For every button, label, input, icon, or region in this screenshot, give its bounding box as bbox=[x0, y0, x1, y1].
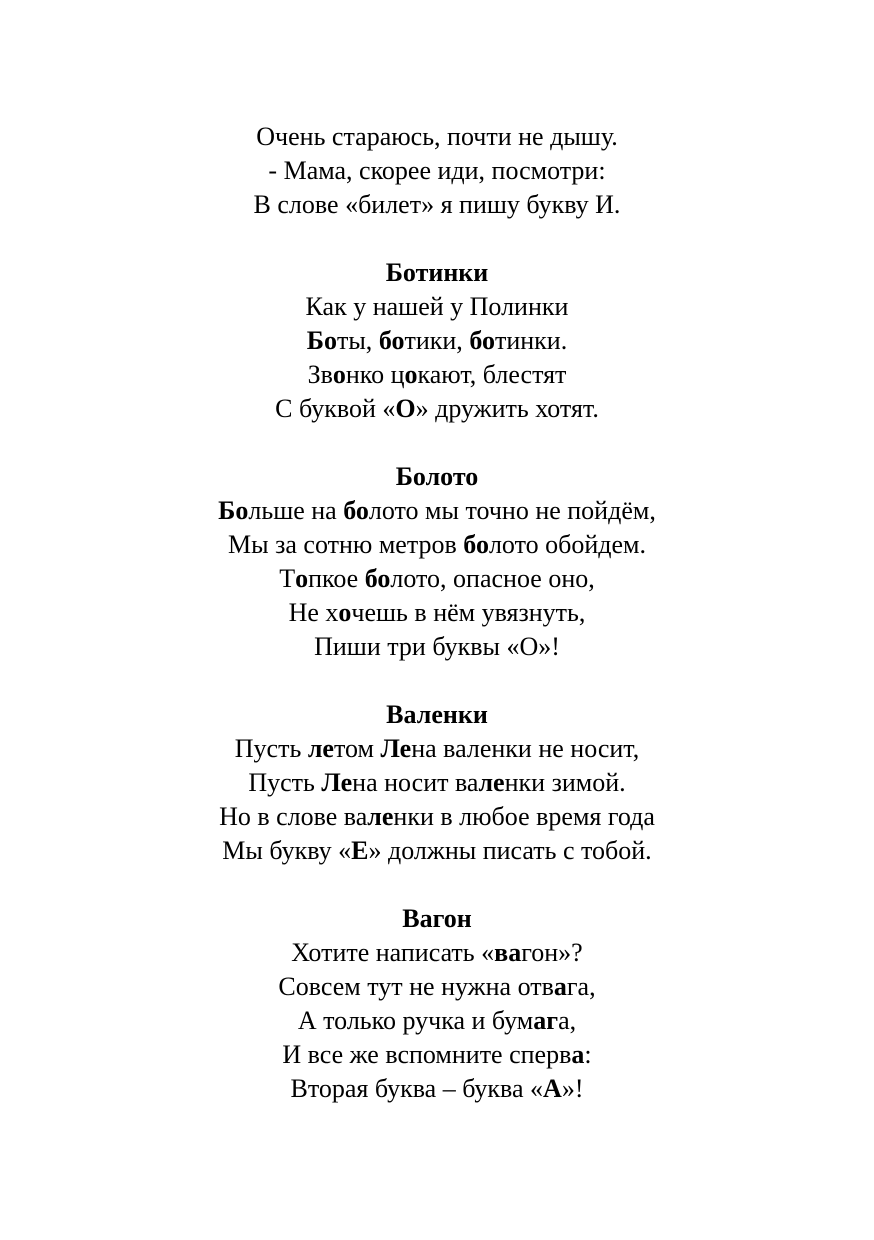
poem-line bbox=[0, 936, 874, 970]
line-text: С буквой « bbox=[275, 394, 396, 423]
stanza-title: Болото bbox=[395, 462, 479, 491]
highlighted-letters: о bbox=[295, 564, 309, 593]
line-text: »! bbox=[561, 1074, 584, 1103]
stanza-botinki bbox=[0, 256, 874, 426]
line-text: на валенки не носит, bbox=[411, 734, 640, 763]
line-text: Т bbox=[279, 564, 296, 593]
highlighted-letters: О bbox=[395, 394, 416, 423]
highlighted-letters: ва bbox=[494, 938, 522, 967]
poem-line bbox=[0, 766, 874, 800]
highlighted-letters: аг bbox=[533, 1006, 559, 1035]
highlighted-letters: бо bbox=[378, 326, 405, 355]
line-text: И все же вспомните сперв bbox=[282, 1040, 572, 1069]
line-text: нки зимой. bbox=[504, 768, 626, 797]
poem-line bbox=[0, 970, 874, 1004]
highlighted-letters: Бо bbox=[306, 326, 337, 355]
stanza-title: Ботинки bbox=[385, 258, 489, 287]
line-text: ты, bbox=[336, 326, 379, 355]
line-text: лото обойдем. bbox=[488, 530, 646, 559]
line-text: а, bbox=[558, 1006, 577, 1035]
poem-line bbox=[0, 562, 874, 596]
highlighted-letters: ле bbox=[367, 802, 394, 831]
stanza-boloto bbox=[0, 460, 874, 664]
line-text: Пусть bbox=[248, 768, 322, 797]
line-text: тики, bbox=[404, 326, 470, 355]
line-text: лото, опасное оно, bbox=[390, 564, 595, 593]
poem-line bbox=[0, 732, 874, 766]
document-page bbox=[0, 120, 874, 1140]
highlighted-letters: о bbox=[332, 360, 346, 389]
line-text: А только ручка и бум bbox=[297, 1006, 534, 1035]
poem-line bbox=[0, 528, 874, 562]
line-text: нко ц bbox=[345, 360, 405, 389]
stanza-valenki bbox=[0, 698, 874, 868]
poem-line bbox=[0, 188, 874, 222]
poem-line bbox=[0, 1072, 874, 1106]
line-text: на носит ва bbox=[352, 768, 479, 797]
highlighted-letters: бо bbox=[463, 530, 489, 559]
line-text: нки в любое время года bbox=[393, 802, 655, 831]
highlighted-letters: Ле bbox=[380, 734, 412, 763]
highlighted-letters: бо bbox=[343, 496, 369, 525]
line-text: » должны писать с тобой. bbox=[368, 836, 652, 865]
line-text: Пусть bbox=[234, 734, 308, 763]
poem-line bbox=[0, 154, 874, 188]
highlighted-letters: бо bbox=[364, 564, 391, 593]
line-text: В слове «билет» я пишу букву И. bbox=[253, 190, 621, 219]
poem-line bbox=[0, 630, 874, 664]
line-text: чешь в нём увязнуть, bbox=[351, 598, 586, 627]
highlighted-letters: Ле bbox=[321, 768, 353, 797]
line-text: - Мама, скорее иди, посмотри: bbox=[268, 156, 606, 185]
stanza-intro bbox=[0, 120, 874, 222]
poem-line bbox=[0, 1004, 874, 1038]
line-text: льше на bbox=[248, 496, 344, 525]
line-text: Хотите написать « bbox=[291, 938, 495, 967]
line-text: лото мы точно не пойдём, bbox=[368, 496, 656, 525]
poem-line bbox=[0, 800, 874, 834]
line-text: кают, блестят bbox=[417, 360, 567, 389]
stanza-title: Валенки bbox=[386, 700, 488, 729]
highlighted-letters: Е bbox=[351, 836, 369, 865]
highlighted-letters: о bbox=[338, 598, 352, 627]
line-text: » дружить хотят. bbox=[415, 394, 599, 423]
line-text: Мы за сотню метров bbox=[228, 530, 464, 559]
line-text: том bbox=[333, 734, 381, 763]
stanza-vagon bbox=[0, 902, 874, 1106]
highlighted-letters: бо bbox=[469, 326, 495, 355]
line-text: Совсем тут не нужна отв bbox=[278, 972, 554, 1001]
line-text: Очень стараюсь, почти не дышу. bbox=[256, 122, 618, 151]
highlighted-letters: А bbox=[543, 1074, 562, 1103]
line-text: Зв bbox=[307, 360, 333, 389]
line-text: Пиши три буквы «О»! bbox=[314, 632, 560, 661]
highlighted-letters: ле bbox=[307, 734, 334, 763]
poem-line bbox=[0, 120, 874, 154]
line-text: тинки. bbox=[494, 326, 568, 355]
highlighted-letters: а bbox=[553, 972, 567, 1001]
line-text: гон»? bbox=[521, 938, 583, 967]
line-text: Как у нашей у Полинки bbox=[305, 292, 569, 321]
poem-line bbox=[0, 324, 874, 358]
line-text: Но в слове ва bbox=[219, 802, 368, 831]
line-text: Вторая буква – буква « bbox=[290, 1074, 544, 1103]
line-text: : bbox=[584, 1040, 592, 1069]
highlighted-letters: о bbox=[404, 360, 418, 389]
poem-line bbox=[0, 596, 874, 630]
highlighted-letters: а bbox=[571, 1040, 585, 1069]
poem-line bbox=[0, 392, 874, 426]
highlighted-letters: Бо bbox=[218, 496, 249, 525]
poem-line bbox=[0, 290, 874, 324]
line-text: Не х bbox=[288, 598, 339, 627]
poem-line bbox=[0, 358, 874, 392]
highlighted-letters: ле bbox=[478, 768, 505, 797]
line-text: Мы букву « bbox=[222, 836, 352, 865]
poem-line bbox=[0, 834, 874, 868]
line-text: га, bbox=[566, 972, 596, 1001]
poem-line bbox=[0, 1038, 874, 1072]
line-text: пкое bbox=[308, 564, 365, 593]
stanza-title: Вагон bbox=[402, 904, 472, 933]
poem-line bbox=[0, 494, 874, 528]
